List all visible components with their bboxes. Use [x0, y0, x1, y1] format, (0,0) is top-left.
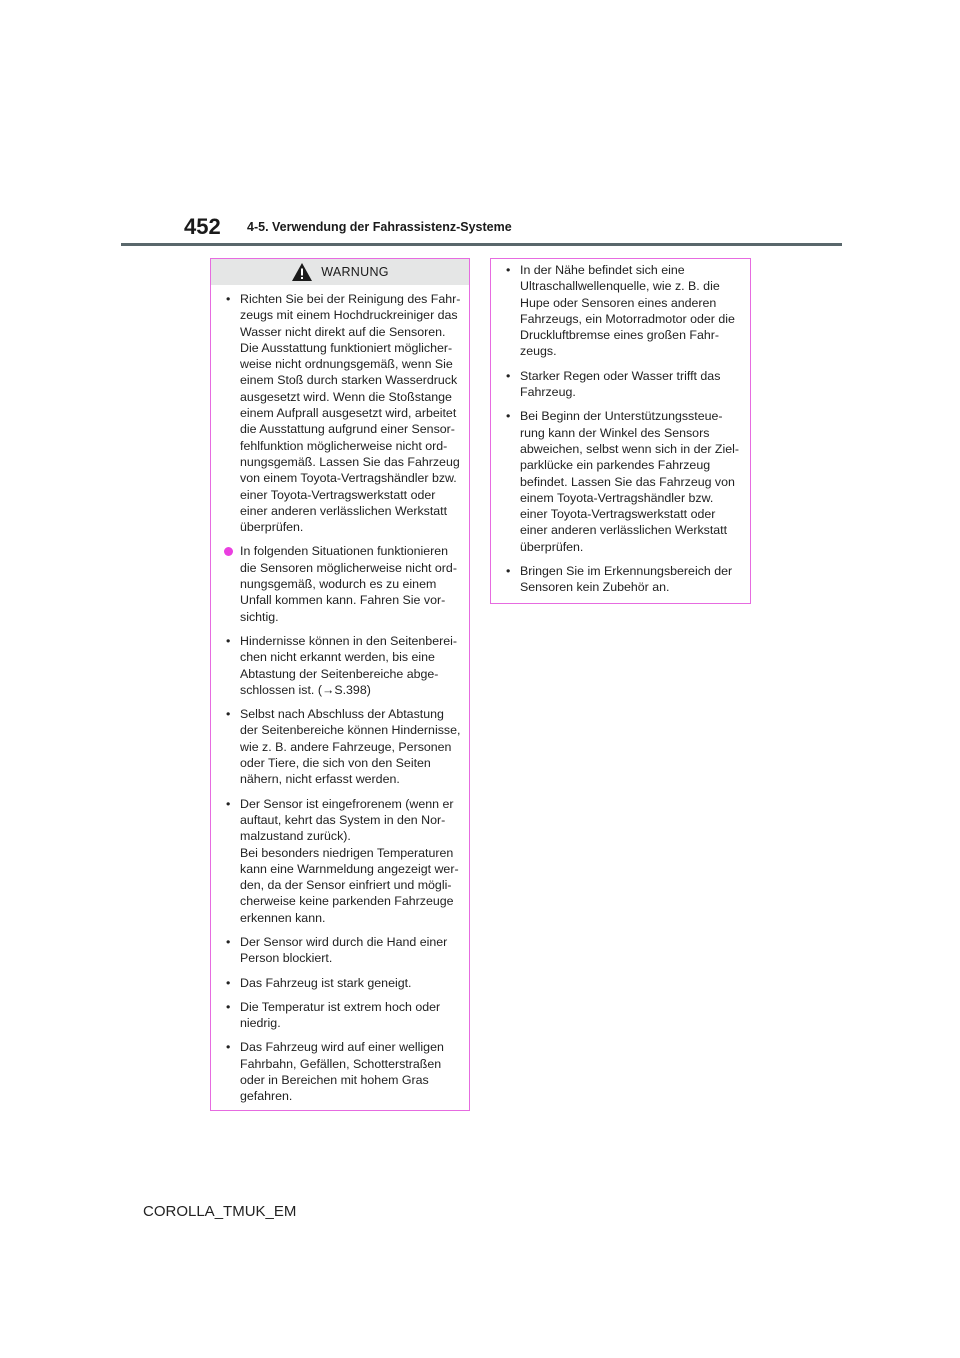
text-line: Bei Beginn der Unterstützungssteue-	[520, 409, 723, 424]
bullet-mark: •	[226, 796, 231, 811]
text-line: rung kann der Winkel des Sensors	[520, 425, 710, 440]
text-line: malzustand zurück).	[240, 829, 351, 844]
list-item	[224, 796, 459, 926]
text-line: Das Fahrzeug ist stark geneigt.	[240, 975, 412, 990]
text-line: erkennen kann.	[240, 910, 326, 925]
list-item	[504, 563, 740, 596]
text-line: cherweise keine parkenden Fahrzeuge	[240, 894, 454, 909]
list-item	[224, 999, 459, 1032]
bullet-mark: •	[226, 999, 231, 1014]
model-code-footer: COROLLA_TMUK_EM	[143, 1203, 297, 1220]
text-line: nähern, nicht erfasst werden.	[240, 772, 400, 787]
text-line: die Ausstattung aufgrund einer Sensor-	[240, 422, 455, 437]
text-line: Wasser nicht direkt auf die Sensoren.	[240, 324, 446, 339]
text-line: Selbst nach Abschluss der Abtastung	[240, 707, 444, 722]
text-line: einer anderen verlässlichen Werkstatt	[240, 503, 448, 518]
text-line: Fahrbahn, Gefällen, Schotterstraßen	[240, 1056, 442, 1071]
text-line: einem Aufprall ausgesetzt wird, arbeitet	[240, 406, 457, 421]
text-line: Das Fahrzeug wird auf einer welligen	[240, 1040, 444, 1055]
text-line: Abtastung der Seitenbereiche abge-	[240, 666, 439, 681]
text-line: einer Toyota-Vertragswerkstatt oder	[520, 507, 716, 522]
text-line: schlossen ist. (→S.398)	[240, 682, 371, 697]
header-rule	[121, 243, 842, 246]
bullet-mark: •	[506, 564, 511, 579]
text-line: Die Temperatur ist extrem hoch oder	[240, 999, 441, 1014]
text-line: befindet. Lassen Sie das Fahrzeug von	[520, 474, 735, 489]
text-line: niedrig.	[240, 1016, 281, 1031]
text-line: chen nicht erkannt werden, bis eine	[240, 650, 435, 665]
text-line: Der Sensor wird durch die Hand einer	[240, 934, 448, 949]
bullet-mark: •	[226, 292, 231, 306]
list-item	[224, 1039, 459, 1104]
bullet-mark: •	[506, 368, 511, 383]
text-line: einer anderen verlässlichen Werkstatt	[520, 523, 728, 538]
page-number: 452	[184, 214, 221, 239]
bullet-mark: •	[226, 633, 231, 648]
list-item	[224, 633, 459, 698]
list-item	[224, 706, 459, 787]
text-line: Hupe oder Sensoren eines anderen	[520, 295, 717, 310]
bullet-mark: •	[226, 707, 231, 722]
list-item	[504, 368, 740, 401]
circle-bullet-icon	[224, 547, 233, 556]
list-item	[224, 934, 459, 967]
warning-content-left	[211, 285, 469, 1105]
text-line: abweichen, selbst wenn sich in der Ziel-	[520, 441, 740, 456]
text-line: Der Sensor ist eingefrorenem (wenn er	[240, 796, 454, 811]
text-line: überprüfen.	[240, 520, 304, 535]
bullet-mark: •	[226, 934, 231, 949]
circle-paragraph	[224, 543, 459, 624]
text-line: die Sensoren möglicherweise nicht ord-	[240, 560, 457, 575]
text-line: Unfall kommen kann. Fahren Sie vor-	[240, 593, 446, 608]
warning-box-right	[490, 258, 751, 604]
text-line: Bei besonders niedrigen Temperaturen	[240, 845, 454, 860]
text-line: den, da der Sensor einfriert und mögli-	[240, 878, 452, 893]
text-line: wie z. B. andere Fahrzeuge, Personen	[240, 739, 452, 754]
text-line: weise nicht ordnungsgemäß, wenn Sie	[240, 357, 453, 372]
text-line: von einem Toyota-Vertragshändler bzw.	[240, 471, 457, 486]
text-line: fehlfunktion möglicherweise nicht ord-	[240, 438, 448, 453]
text-line: Starker Regen oder Wasser trifft das	[520, 368, 721, 383]
text-line: In folgenden Situationen funktionieren	[240, 544, 449, 559]
text-line: nungsgemäß, wodurch es zu einem	[240, 577, 437, 592]
text-line: Person blockiert.	[240, 951, 333, 966]
text-line: einem Toyota-Vertragshändler bzw.	[520, 490, 714, 505]
text-line: oder in Bereichen mit hohem Gras	[240, 1073, 429, 1088]
text-line: Fahrzeug.	[520, 385, 576, 400]
text-line: kann eine Warnmeldung angezeigt wer-	[240, 861, 459, 876]
bullet-mark: •	[506, 409, 511, 424]
warning-box-left	[210, 258, 470, 1111]
text-line: überprüfen.	[520, 539, 584, 554]
warning-label: WARNUNG	[321, 265, 389, 279]
text-line: gefahren.	[240, 1089, 293, 1104]
text-line: ausgesetzt wird. Wenn die Stoßstange	[240, 389, 452, 404]
text-line: zeugs.	[520, 344, 557, 359]
text-line: Die Ausstattung funktioniert möglicher-	[240, 340, 453, 355]
text-line: Bringen Sie im Erkennungsbereich der	[520, 564, 733, 579]
text-line: Richten Sie bei der Reinigung des Fahr-	[240, 292, 461, 306]
section-title: 4-5. Verwendung der Fahrassistenz-Systeme	[247, 220, 512, 234]
list-item	[224, 291, 459, 535]
text-line: Fahrzeugs, ein Motorradmotor oder die	[520, 311, 735, 326]
warning-header	[211, 259, 469, 285]
text-line: parklücke ein parkendes Fahrzeug	[520, 458, 711, 473]
text-line: sichtig.	[240, 609, 279, 624]
list-item	[504, 408, 740, 555]
text-line: auftaut, kehrt das System in den Nor-	[240, 812, 446, 827]
bullet-mark: •	[226, 1040, 231, 1055]
list-item	[504, 262, 740, 360]
text-line: Druckluftbremse eines großen Fahr-	[520, 328, 720, 343]
text-line: Sensoren kein Zubehör an.	[520, 580, 670, 595]
text-line: zeugs mit einem Hochdruckreiniger das	[240, 308, 458, 323]
text-line: einer Toyota-Vertragswerkstatt oder	[240, 487, 436, 502]
text-line: In der Nähe befindet sich eine	[520, 263, 685, 277]
text-line: der Seitenbereiche können Hindernisse,	[240, 723, 461, 738]
list-item	[224, 975, 459, 991]
text-line: nungsgemäß. Lassen Sie das Fahrzeug	[240, 454, 460, 469]
text-line: oder Tiere, die sich von den Seiten	[240, 756, 431, 771]
warning-triangle-icon	[291, 262, 313, 282]
bullet-mark: •	[506, 263, 511, 277]
text-line: einem Stoß durch starken Wasserdruck	[240, 373, 458, 388]
text-line: Ultraschallwellenquelle, wie z. B. die	[520, 279, 720, 294]
bullet-mark: •	[226, 975, 231, 990]
warning-content-right	[491, 259, 750, 596]
text-line: Hindernisse können in den Seitenberei-	[240, 633, 457, 648]
